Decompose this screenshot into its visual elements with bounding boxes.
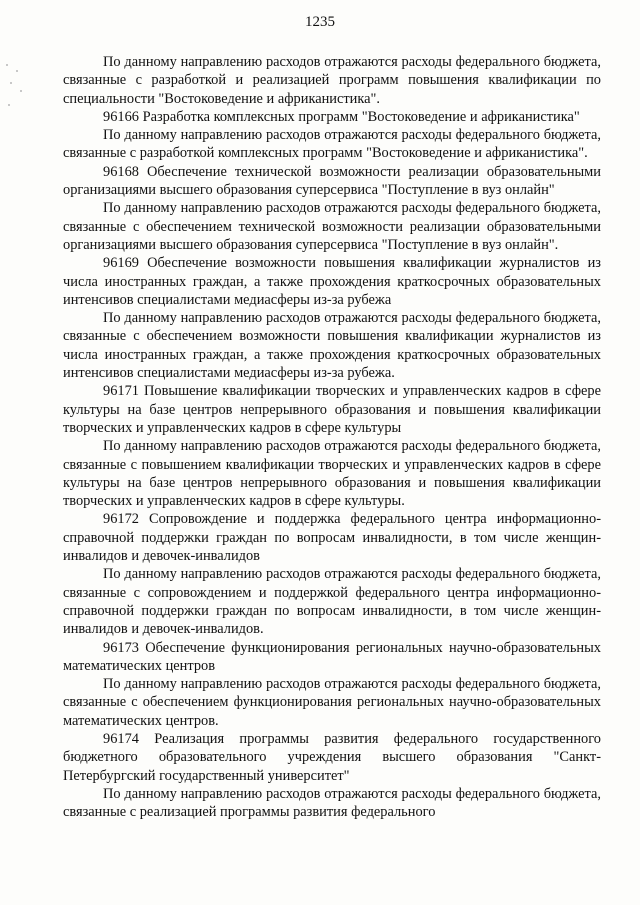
scan-margin-marks (4, 60, 26, 120)
paragraph: По данному направлению расходов отражаются расходы федерального бюджета, связанные с повышением квалификации творческих и управленческих кадров в сфере культуры на базе центров непрерывного образования и повышения квалификации творческих и управленческих кадров в сфере культуры. (63, 438, 601, 510)
paragraph: По данному направлению расходов отражаются расходы федерального бюджета, связанные с обеспечением технической возможности реализации образовательными организациями высшего образования суперсервиса "Поступление в вуз онлайн". (63, 200, 601, 253)
paragraph: По данному направлению расходов отражаются расходы федерального бюджета, связанные с реализацией программы развития федерального (63, 785, 601, 821)
code-heading: 96173 Обеспечение функционирования региональных научно-образовательных математических центров (63, 639, 601, 674)
code-heading: 96169 Обеспечение возможности повышения квалификации журналистов из числа иностранных граждан, а также прохождения краткосрочных образовательных интенсивов специалистами медиасферы из-за рубежа (63, 255, 601, 308)
code-heading: 96172 Сопровождение и поддержка федерального центра информационно-справочной поддержки граждан по вопросам инвалидности, в том числе женщин-инвалидов и девочек-инвалидов (63, 511, 601, 565)
paragraph: По данному направлению расходов отражаются расходы федерального бюджета, связанные с сопровождением и поддержкой федерального центра информационно-справочной поддержки граждан по вопросам инвалидности, в том числе женщин-инвалидов и девочек-инвалидов. (63, 566, 601, 638)
paragraph: По данному направлению расходов отражаются расходы федерального бюджета, связанные с разработкой комплексных программ "Востоковедение и африканистика". (63, 127, 601, 162)
page-number: 1235 (305, 14, 335, 30)
paragraph: По данному направлению расходов отражаются расходы федерального бюджета, связанные с обеспечением функционирования региональных научно-образовательных математических центров. (63, 676, 601, 729)
code-heading: 96166 Разработка комплексных программ "Востоковедение и африканистика" (103, 108, 580, 125)
paragraph: По данному направлению расходов отражаются расходы федерального бюджета, связанные с обеспечением возможности повышения квалификации журналистов из числа иностранных граждан, а также прохождения краткосрочных образовательных интенсивов специалистами медиасферы из-за рубежа. (63, 310, 601, 382)
code-heading: 96174 Реализация программы развития федерального государственного бюджетного образовательного учреждения высшего образования "Санкт-Петербургский государственный университет" (63, 730, 601, 784)
code-heading: 96168 Обеспечение технической возможности реализации образовательными организациями высшего образования суперсервиса "Поступление в вуз онлайн" (63, 163, 601, 199)
code-heading: 96171 Повышение квалификации творческих и управленческих кадров в сфере культуры на базе центров непрерывного образования и повышения квалификации творческих и управленческих кадров в сфере культуры (63, 383, 601, 436)
document-body (63, 53, 601, 821)
paragraph: По данному направлению расходов отражаются расходы федерального бюджета, связанные с разработкой и реализацией программ повышения квалификации по специальности "Востоковедение и африканистика". (63, 54, 601, 107)
